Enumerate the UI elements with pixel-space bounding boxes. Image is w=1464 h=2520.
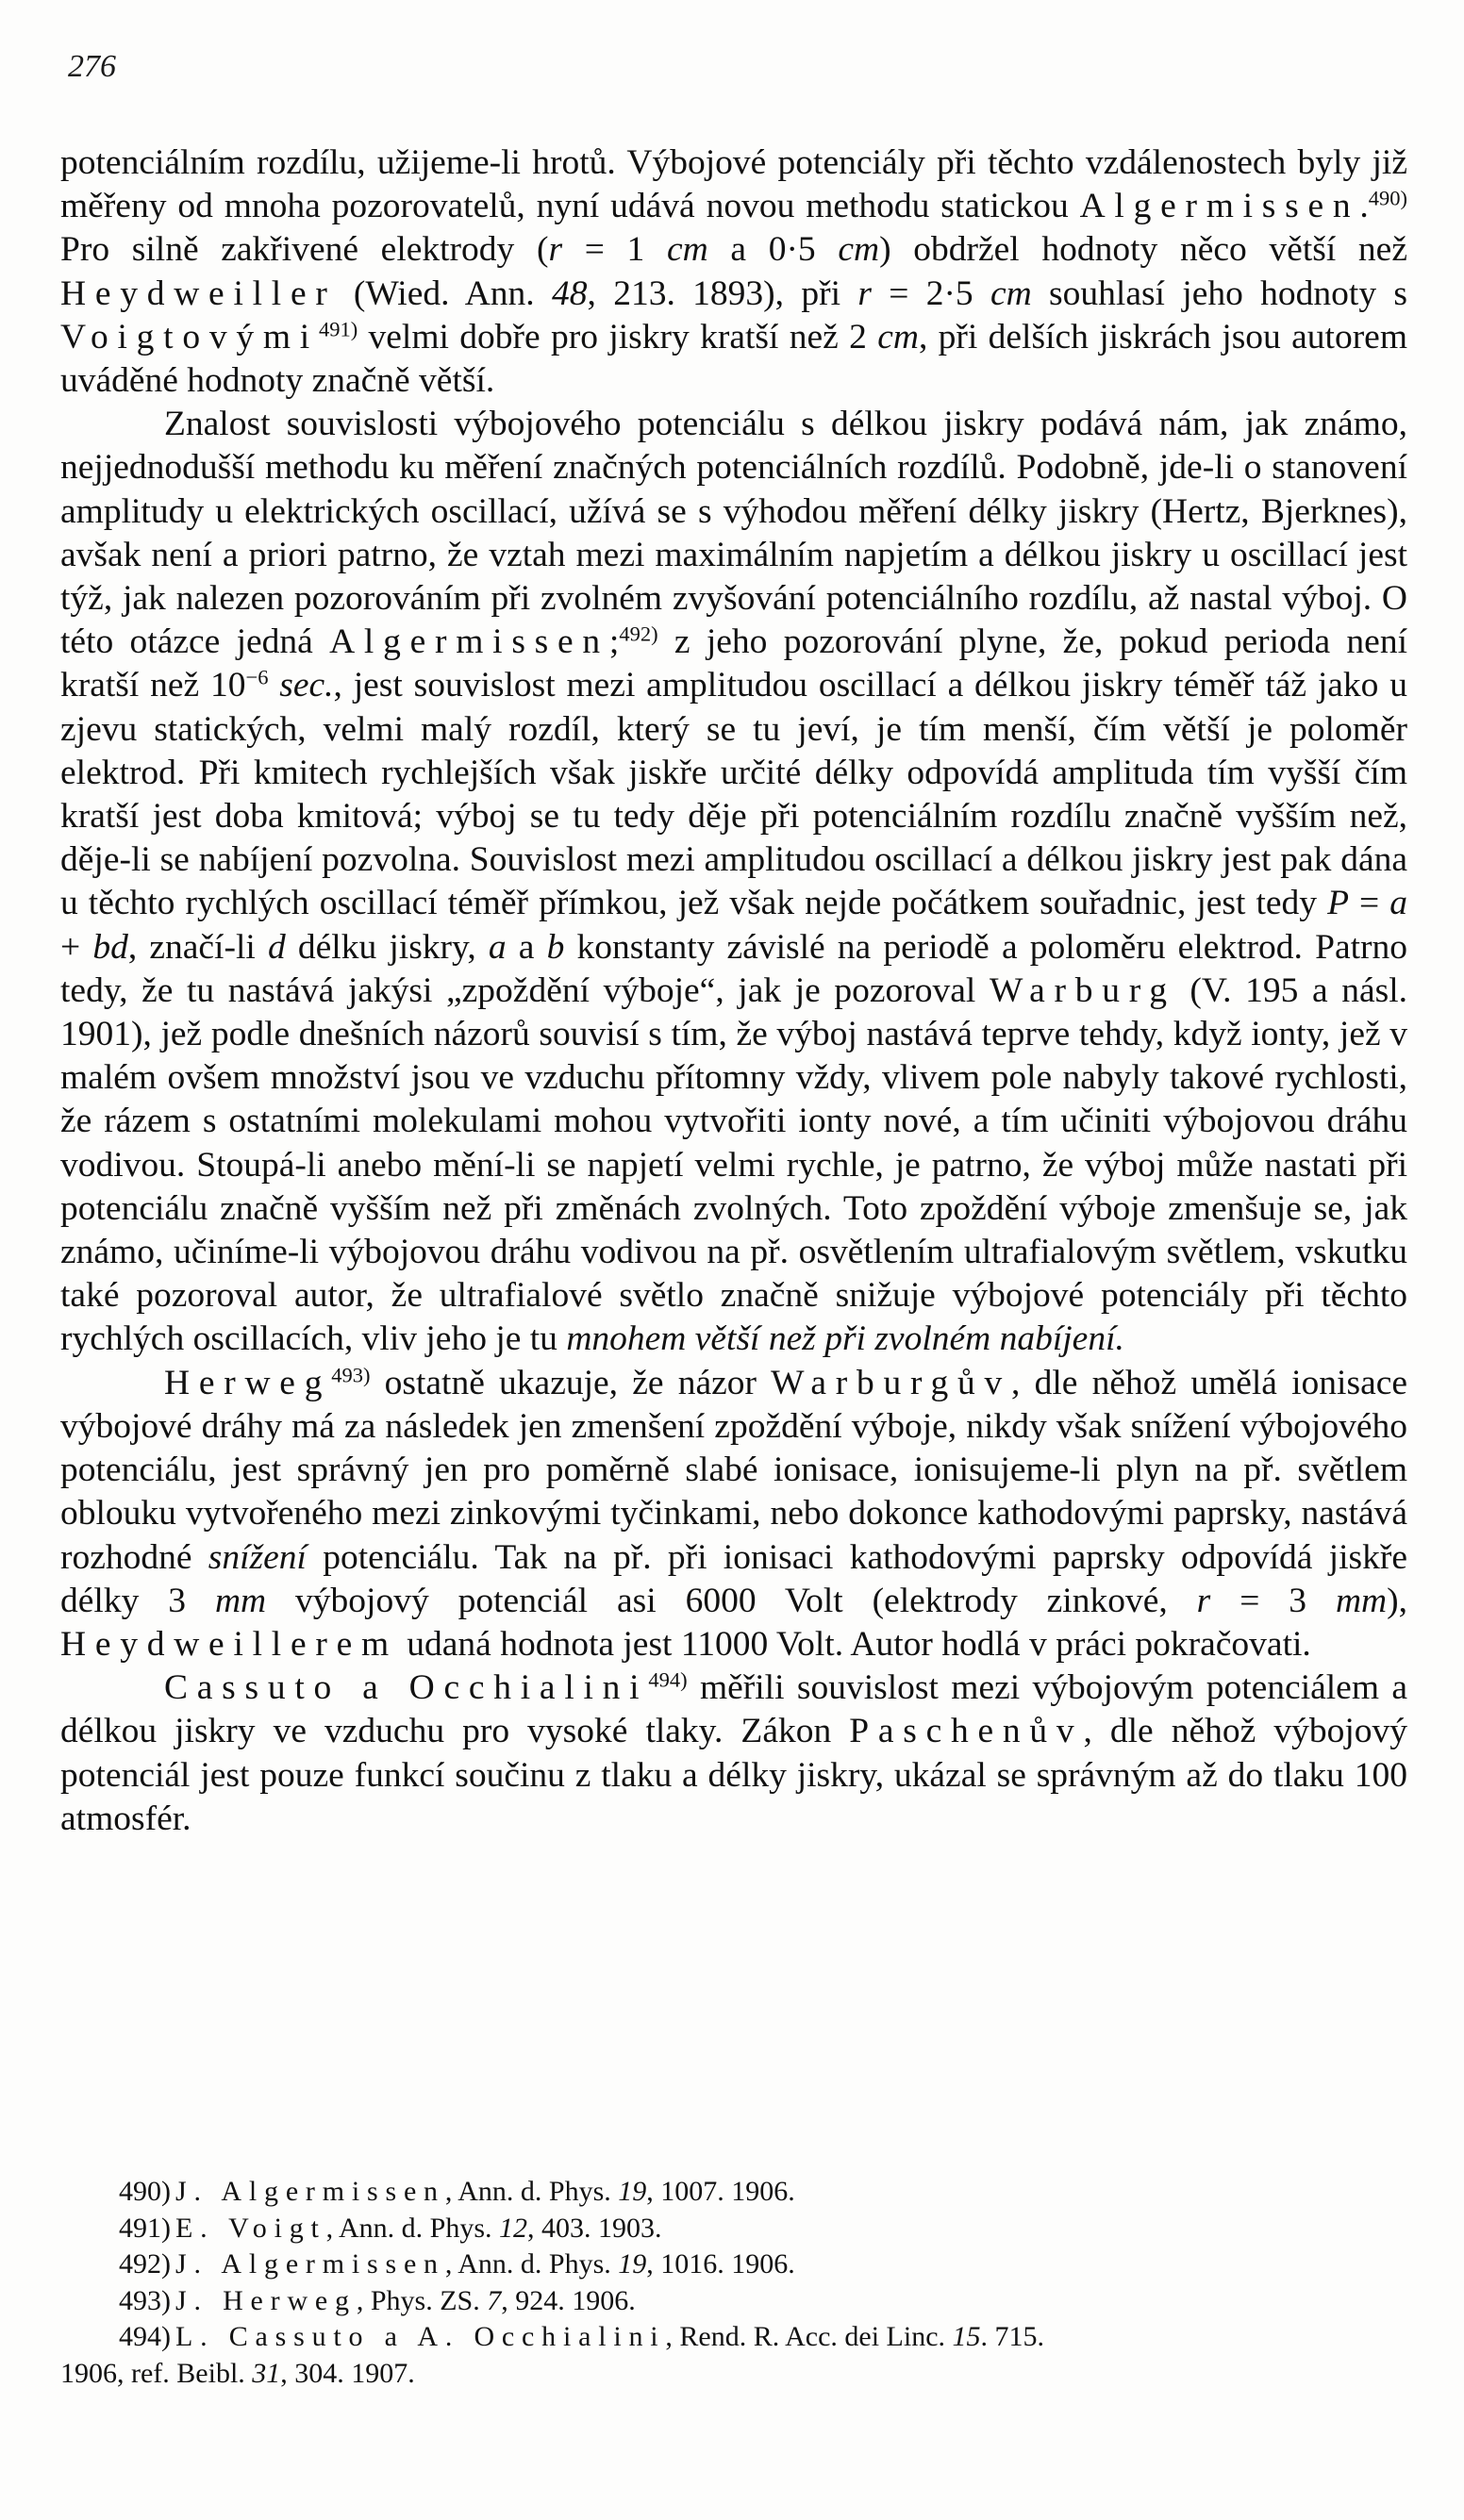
paragraph-1 (60, 141, 1407, 403)
math-var: r (1196, 1581, 1211, 1620)
footnote-author: L. Cassuto a A. Occhialini (175, 2321, 666, 2352)
footnote-text: , Ann. d. Phys. (325, 2212, 500, 2244)
text-run: , při delších jiskrách jsou autorem uváděné hodnoty značně větší. (60, 317, 1407, 401)
author-name: Warburgův (771, 1363, 1012, 1402)
footnotes (60, 2174, 1407, 2392)
text-run: měřili souvislost mezi výbojovým potenciálem a délkou jiskry ve vzduchu pro vysoké tlaky. Zákon (60, 1668, 1407, 1751)
footnote-text: , Rend. R. Acc. dei Linc. (665, 2321, 953, 2352)
author-name: Heydweiller (60, 274, 337, 313)
paragraph-4 (60, 1666, 1407, 1841)
footnote-ref: 493) (331, 1363, 371, 1387)
footnote-volume: 19 (618, 2176, 647, 2207)
author-name: Herweg (164, 1363, 332, 1402)
text-run: + (60, 927, 93, 967)
footnote-text: 1906, ref. Beibl. (60, 2357, 253, 2389)
footnote-mark: 492) (119, 2248, 171, 2280)
text-run: , značí-li (127, 927, 268, 967)
text-run: a (506, 927, 547, 967)
footnote-volume: 31 (252, 2357, 281, 2389)
unit: sec. (279, 666, 334, 705)
footnote-text: , 304. 1907. (280, 2357, 415, 2389)
footnote-author: J. Herweg (175, 2284, 357, 2316)
footnote-494-continuation (60, 2356, 1407, 2393)
text-run: ) obdržel hodnoty něco větší než (879, 230, 1407, 270)
footnote-text: , 1007. 1906. (646, 2176, 795, 2207)
text-run: = 3 (1210, 1581, 1336, 1620)
body-text (60, 141, 1407, 1841)
author-name: Voigtovými (60, 317, 319, 356)
footnote-volume: 19 (618, 2248, 647, 2280)
unit: mm (1335, 1581, 1388, 1620)
text-run: z jeho pozorování plyne, že, pokud perioda není kratší než 10 (60, 622, 1407, 705)
text-run (268, 666, 279, 705)
footnote-mark: 491) (119, 2212, 171, 2244)
text-run: = 2·5 (871, 274, 990, 313)
footnote-mark: 494) (119, 2321, 171, 2352)
footnote-ref: 490) (1368, 186, 1407, 210)
text-run: Pro silně zakřivené elektrody ( (60, 230, 549, 270)
unit: cm (838, 230, 880, 270)
footnote-text: , 403. 1903. (527, 2212, 662, 2244)
italic-phrase: snížení (208, 1537, 307, 1577)
text-run: = 1 (562, 230, 667, 270)
footnote-493 (60, 2283, 1407, 2320)
footnote-mark: 490) (119, 2176, 171, 2207)
text-run: souhlasí jeho hodnoty s (1031, 274, 1407, 313)
author-name: Algermissen (1079, 187, 1360, 226)
page-number: 276 (68, 49, 116, 84)
math-var: b (546, 927, 565, 967)
footnote-ref: 492) (619, 622, 658, 646)
author-name: Warburg (989, 970, 1176, 1010)
unit: mm (214, 1581, 267, 1620)
footnote-text: , 924. 1906. (501, 2284, 636, 2316)
text-run: ; (608, 622, 620, 662)
footnote-author: E. Voigt (175, 2212, 326, 2244)
footnote-494 (60, 2319, 1407, 2356)
math-var: r (857, 274, 872, 313)
author-name: Algermissen (329, 622, 609, 662)
paragraph-2 (60, 403, 1407, 1361)
text-run: velmi dobře pro jiskry kratší než 2 (358, 317, 878, 356)
text-run: potenciálním rozdílu, užijeme-li hrotů. Výbojové potenciály při těchto vzdálenostech byly již měřeny od mnoha pozorovatelů, nyní udává novou methodu statickou (60, 143, 1407, 226)
text-run: . (1359, 187, 1369, 226)
text-run: (Wied. Ann. (336, 274, 553, 313)
math-var: r (548, 230, 563, 270)
text-run: , 213. 1893), při (587, 274, 858, 313)
footnote-text: , Ann. d. Phys. (444, 2176, 619, 2207)
text-run: ostatně ukazuje, že názor (370, 1363, 772, 1402)
footnote-text: , Ann. d. Phys. (444, 2248, 619, 2280)
text-run: Znalost souvislosti výbojového potenciálu s délkou jiskry podává nám, jak známo, nejjednodušší methodu ku měření značných potenciálních rozdílů. Podobně, jde-li o stanovení amplitudy u elektrických oscillací, užívá se s výhodou měření délky jiskry (Hertz, Bjerknes), avšak není a priori patrno, že vztah mezi maximálním napjetím a délkou jiskry u oscillací jest týž, jak nalezen pozorováním při zvolném zvyšování potenciálního rozdílu, až nastal výboj. O této otázce jedná (60, 405, 1407, 662)
footnote-text: , Phys. ZS. (356, 2284, 488, 2316)
unit: cm (666, 230, 708, 270)
exponent: −6 (245, 666, 269, 690)
footnote-491 (60, 2211, 1407, 2247)
math-var: P (1327, 884, 1350, 923)
italic-phrase: mnohem větší než při zvolném nabíjení. (566, 1319, 1124, 1359)
math-var: bd (92, 927, 128, 967)
math-var: a (488, 927, 507, 967)
text-run: výbojový potenciál asi 6000 Volt (elektrody zinkové, (266, 1581, 1197, 1620)
math-var: d (267, 927, 286, 967)
text-run: udaná hodnota jest 11000 Volt. Autor hodlá v práci pokračovati. (397, 1624, 1311, 1664)
paragraph-3 (60, 1362, 1407, 1666)
volume-number: 48 (552, 274, 588, 313)
author-name: Paschenův (849, 1712, 1084, 1751)
footnote-volume: 7 (487, 2284, 502, 2316)
footnote-492 (60, 2246, 1407, 2283)
footnote-490 (60, 2174, 1407, 2211)
footnote-volume: 12 (499, 2212, 528, 2244)
footnote-text: . 715. (980, 2321, 1045, 2352)
text-run: , dle něhož umělá ionisace výbojové dráhy má za následek jen zmenšení zpoždění výboje, nikdy však snížení výbojového potenciálu, jest správný jen pro poměrně slabé ionisace, ionisujeme-li plyn na př. světlem oblouku vytvořeného mezi zinkovými tyčinkami, nebo dokonce kathodovými paprsky, nastává rozhodné (60, 1363, 1407, 1577)
text-run: konstanty závislé na periodě a poloměru elektrod. Patrno tedy, že tu nastává jakýsi „zpoždění výboje“, jak je pozoroval (60, 927, 1407, 1010)
footnote-ref: 491) (318, 317, 358, 341)
unit: cm (990, 274, 1032, 313)
footnote-mark: 493) (119, 2284, 171, 2316)
text-run: a 0·5 (707, 230, 839, 270)
text-run: ), (1387, 1581, 1408, 1620)
author-name: Heydweillerem (60, 1624, 398, 1664)
unit: cm (877, 317, 919, 356)
text-run: , jest souvislost mezi amplitudou oscillací a délkou jiskry téměř táž jako u zjevu statických, velmi malý rozdíl, který se tu jeví, je tím menší, čím větší je poloměr elektrod. Při kmitech rychlejších však jiskře určité délky odpovídá amplituda tím vyšší čím kratší jest doba kmitová; výboj se tu tedy děje při potenciálním rozdílu značně vyšším než, děje-li se nabíjení pozvolna. Souvislost mezi amplitudou oscillací a délkou jiskry jest pak dána u těchto rychlých oscillací téměř přímkou, jež však nejde počátkem souřadnic, jest tedy (60, 666, 1408, 923)
math-var: a (1389, 884, 1407, 923)
footnote-ref: 494) (648, 1667, 688, 1692)
footnote-author: J. Algermissen (175, 2176, 445, 2207)
footnote-author: J. Algermissen (175, 2248, 445, 2280)
footnote-text: , 1016. 1906. (646, 2248, 795, 2280)
text-run: potenciálu. Tak na př. při ionisaci kathodovými paprsky odpovídá jiskře délky 3 (60, 1537, 1407, 1620)
author-name: Cassuto a Occhialini (164, 1668, 649, 1708)
text-run: délku jiskry, (285, 927, 489, 967)
footnote-volume: 15 (952, 2321, 981, 2352)
text-run: , dle něhož výbojový potenciál jest pouze funkcí součinu z tlaku a délky jiskry, ukázal se správným až do tlaku 100 atmosfér. (60, 1712, 1407, 1838)
text-run: = (1349, 884, 1390, 923)
text-run: (V. 195 a násl. 1901), jež podle dnešních názorů souvisí s tím, že výboj nastává teprve tehdy, když ionty, jež v malém ovšem množství jsou ve vzduchu přítomny vždy, vlivem pole nabyly takové rychlosti, že rázem s ostatními molekulami mohou vytvořiti ionty nové, a tím učiniti výbojovou dráhu vodivou. Stoupá-li anebo mění-li se napjetí velmi rychle, je patrno, že výboj může nastati při potenciálu značně vyšším než při změnách zvolných. Toto zpoždění výboje zmenšuje se, jak známo, učiníme-li výbojovou dráhu vodivou na př. osvětlením ultrafialovým světlem, vskutku také pozoroval autor, že ultrafialové světlo značně snižuje výbojové potenciály při těchto rychlých oscillacích, vliv jeho je tu (60, 970, 1407, 1359)
